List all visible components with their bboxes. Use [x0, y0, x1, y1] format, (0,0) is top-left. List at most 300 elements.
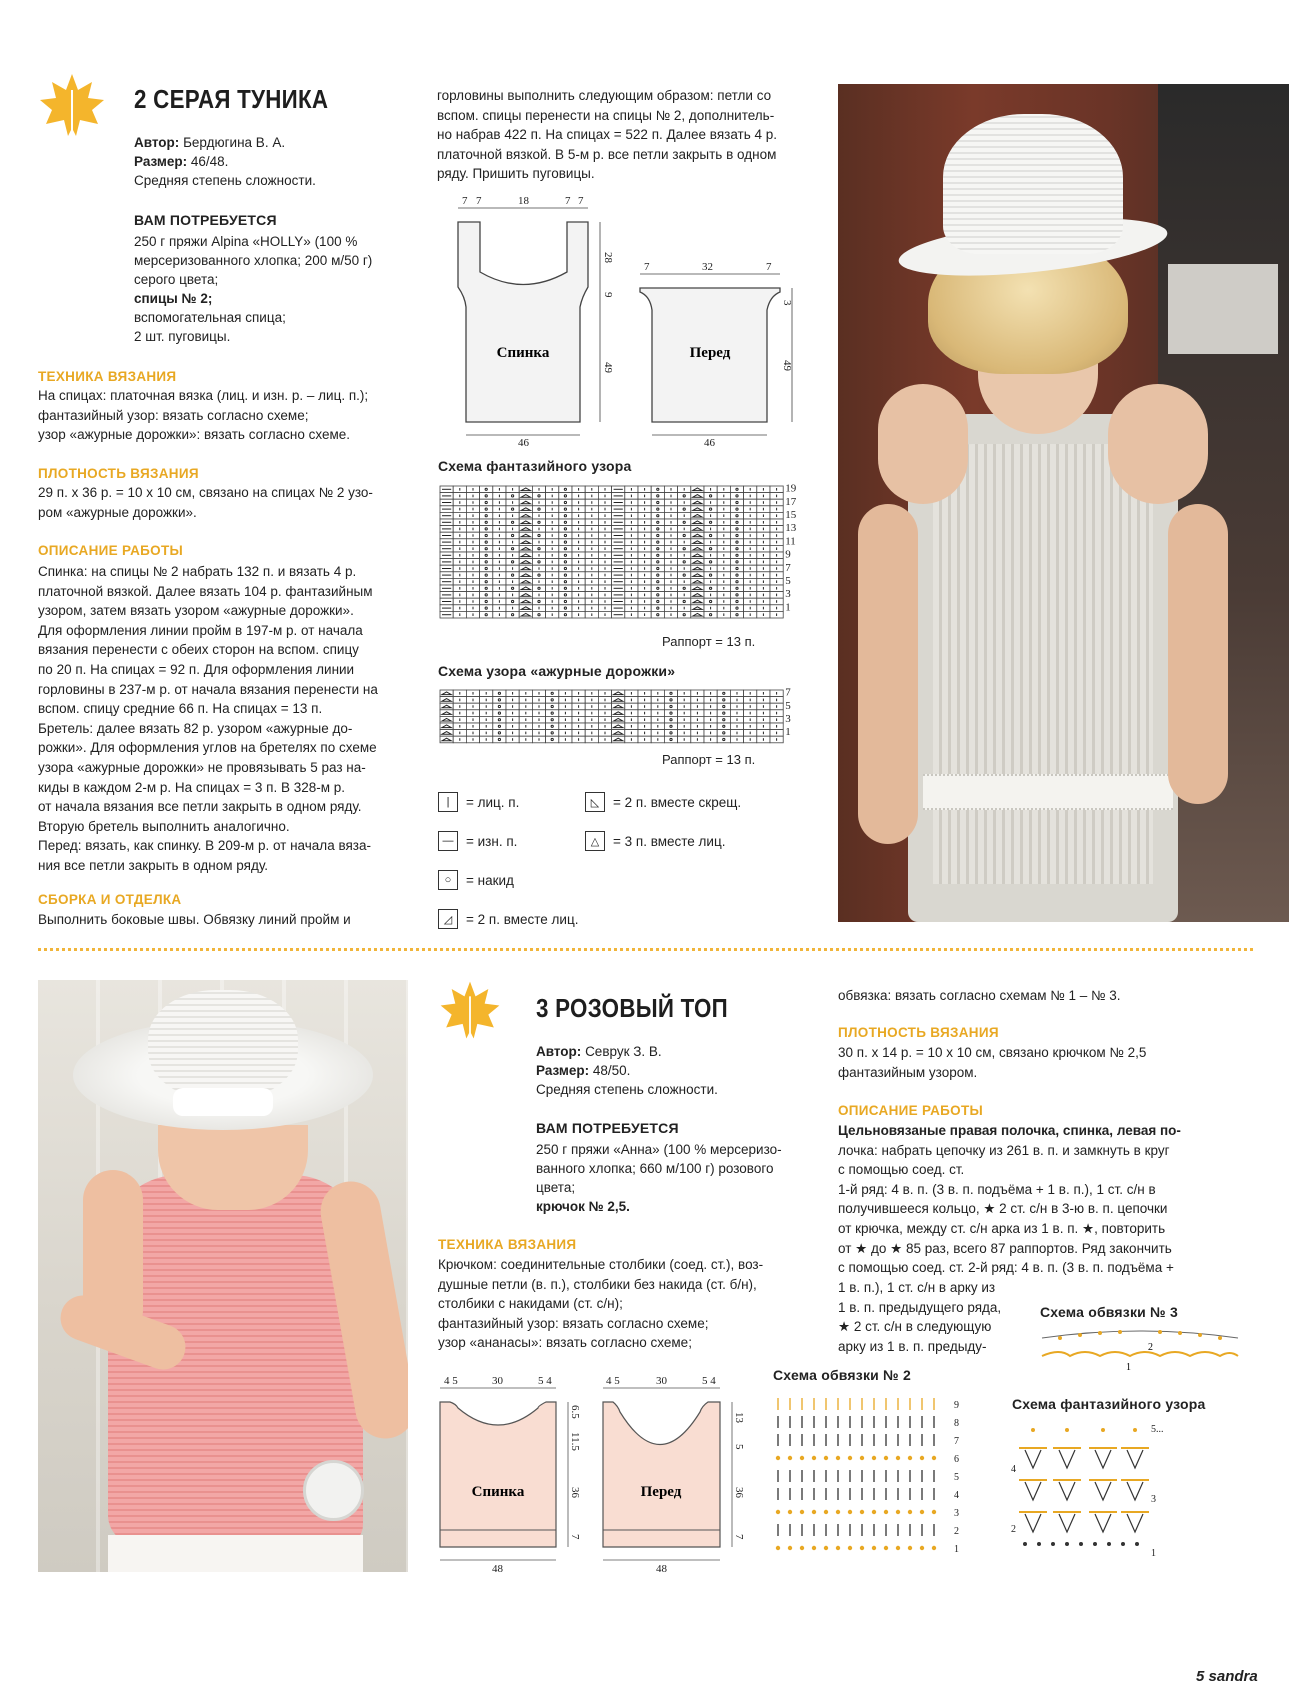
- chart-cell: [717, 605, 730, 612]
- chart-cell: [730, 526, 743, 533]
- chart-cell: [678, 559, 691, 566]
- chart-cell: [506, 532, 519, 539]
- chart-cell: [532, 710, 545, 717]
- chart-cell: [585, 592, 598, 599]
- page-number: 5: [1196, 1668, 1205, 1685]
- chart-cell: [625, 519, 638, 526]
- chart-cell: [651, 605, 664, 612]
- chart-cell: [466, 532, 479, 539]
- chart-cell: [638, 611, 651, 618]
- chain-mark: [860, 1510, 864, 1514]
- chart-cell: [585, 703, 598, 710]
- chart-cell: [691, 486, 704, 493]
- svg-text:46: 46: [704, 437, 715, 447]
- chart-cell: [664, 598, 677, 605]
- chart-cell: [480, 565, 493, 572]
- chart-cell: [730, 697, 743, 704]
- chart-cell: [744, 532, 757, 539]
- chart-cell: [440, 730, 453, 737]
- chart-cell: [466, 723, 479, 730]
- article-meta: Автор: Бердюгина В. А. Размер: 46/48. Средняя степень сложности.: [134, 135, 316, 188]
- chart-cell: [546, 716, 559, 723]
- chart-cell: [651, 572, 664, 579]
- density-text: 30 п. х 14 р. = 10 х 10 см, связано крючком № 2,5 фантазийным узором.: [838, 1045, 1147, 1080]
- chart-cell: [585, 486, 598, 493]
- svg-text:4: 4: [1011, 1464, 1016, 1475]
- chart-cell: [678, 736, 691, 743]
- chart-cell: [691, 572, 704, 579]
- chart-cell: [717, 552, 730, 559]
- chart-cell: [664, 572, 677, 579]
- chart-cell: [585, 506, 598, 513]
- chart-cell: [638, 730, 651, 737]
- chart-cell: [625, 736, 638, 743]
- chart-cell: [744, 710, 757, 717]
- chart-cell: [585, 526, 598, 533]
- chart-cell: [678, 572, 691, 579]
- svg-text:7: 7: [569, 1534, 581, 1540]
- chart-cell: [519, 716, 532, 723]
- chart-cell: [440, 552, 453, 559]
- knit-icon: |: [438, 792, 458, 812]
- chart-cell: [519, 552, 532, 559]
- chart-cell: [691, 723, 704, 730]
- chart-cell: [770, 572, 783, 579]
- row-number: 3: [785, 713, 791, 725]
- chart-cell: [638, 605, 651, 612]
- chart-cell: [664, 506, 677, 513]
- chart-cell: [440, 578, 453, 585]
- chart-cell: [625, 532, 638, 539]
- chart-cell: [493, 598, 506, 605]
- chart-cell: [691, 578, 704, 585]
- row-number: 17: [785, 495, 797, 508]
- chart-cell: [585, 539, 598, 546]
- trim-scheme-2-title: Схема обвязки № 2: [773, 1367, 911, 1383]
- chart-cell: [625, 565, 638, 572]
- chart-cell: [744, 598, 757, 605]
- legend-k3tog: △ = 3 п. вместе лиц.: [585, 831, 725, 851]
- chart-cell: [572, 506, 585, 513]
- trim-scheme-2-chart: [770, 1392, 980, 1572]
- chart-cell: [519, 526, 532, 533]
- chart-cell: [612, 598, 625, 605]
- chart-cell: [598, 526, 611, 533]
- chart-cell: [717, 519, 730, 526]
- chart-cell: [493, 716, 506, 723]
- chart-cell: [691, 545, 704, 552]
- chart-cell: [691, 512, 704, 519]
- chart-cell: [506, 605, 519, 612]
- chart-cell: [440, 572, 453, 579]
- chart-cell: [730, 611, 743, 618]
- chart-cell: [572, 605, 585, 612]
- chart-cell: [572, 697, 585, 704]
- chart-cell: [638, 565, 651, 572]
- chart-cell: [678, 539, 691, 546]
- chart-cell: [664, 552, 677, 559]
- chart-cell: [744, 716, 757, 723]
- chart-cell: [691, 519, 704, 526]
- chart-cell: [493, 578, 506, 585]
- yarn-over-icon: ○: [438, 870, 458, 890]
- svg-text:7: 7: [462, 195, 468, 207]
- chart-cell: [532, 598, 545, 605]
- svg-text:4 5: 4 5: [444, 1375, 458, 1387]
- chart-cell: [559, 493, 572, 500]
- chain-mark: [848, 1510, 852, 1514]
- chart-cell: [638, 690, 651, 697]
- chart-cell: [480, 697, 493, 704]
- chart-cell: [506, 578, 519, 585]
- chart-cell: [612, 486, 625, 493]
- trim-scheme-3-title: Схема обвязки № 3: [1040, 1304, 1178, 1320]
- chart-cell: [757, 598, 770, 605]
- legend-knit: | = лиц. п.: [438, 792, 519, 812]
- chart-cell: [664, 545, 677, 552]
- chart-cell: [440, 710, 453, 717]
- chart-cell: [730, 578, 743, 585]
- chart-cell: [770, 552, 783, 559]
- chart-cell: [559, 703, 572, 710]
- chart-cell: [466, 716, 479, 723]
- chart-cell: [453, 697, 466, 704]
- chart-cell: [506, 598, 519, 605]
- chart-cell: [651, 552, 664, 559]
- chart-cell: [440, 605, 453, 612]
- chart-cell: [440, 545, 453, 552]
- chart-cell: [651, 519, 664, 526]
- chart-cell: [480, 585, 493, 592]
- fancy-repeat: Раппорт = 13 п.: [662, 634, 756, 649]
- chart-cell: [730, 512, 743, 519]
- chart-cell: [453, 532, 466, 539]
- chart-cell: [519, 697, 532, 704]
- chart-cell: [664, 710, 677, 717]
- chart-cell: [625, 559, 638, 566]
- chart-cell: [757, 578, 770, 585]
- chart-cell: [519, 559, 532, 566]
- row-number: 11: [785, 535, 796, 548]
- chart-cell: [532, 697, 545, 704]
- chain-mark: [884, 1510, 888, 1514]
- chart-cell: [770, 592, 783, 599]
- chart-cell: [546, 578, 559, 585]
- chain-mark: [824, 1510, 828, 1514]
- tunic-photo: [838, 84, 1289, 922]
- chart-cell: [466, 506, 479, 513]
- chart-cell: [625, 545, 638, 552]
- chart-cell: [480, 703, 493, 710]
- chart-cell: [678, 592, 691, 599]
- chart-cell: [453, 519, 466, 526]
- chart-cell: [493, 526, 506, 533]
- chart-cell: [493, 730, 506, 737]
- row-number: 19: [785, 484, 797, 495]
- svg-text:48: 48: [656, 1563, 667, 1575]
- chart-cell: [664, 512, 677, 519]
- chart-cell: [704, 565, 717, 572]
- chart-cell: [664, 690, 677, 697]
- svg-text:36: 36: [733, 1487, 745, 1498]
- chart-cell: [559, 697, 572, 704]
- chart-cell: [691, 552, 704, 559]
- chart-cell: [664, 611, 677, 618]
- chart-cell: [678, 690, 691, 697]
- chart-cell: [506, 493, 519, 500]
- chart-cell: [585, 697, 598, 704]
- chart-cell: [440, 716, 453, 723]
- chart-cell: [704, 539, 717, 546]
- chart-cell: [612, 710, 625, 717]
- chart-cell: [678, 605, 691, 612]
- svg-text:5...: 5...: [1151, 1424, 1164, 1435]
- chart-cell: [678, 703, 691, 710]
- chart-cell: [770, 506, 783, 513]
- chart-cell: [466, 539, 479, 546]
- chart-cell: [480, 736, 493, 743]
- back-label: Спинка: [471, 1484, 525, 1500]
- chart-cell: [546, 592, 559, 599]
- chart-cell: [612, 506, 625, 513]
- chart-cell: [730, 598, 743, 605]
- chart-cell: [757, 565, 770, 572]
- svg-text:7: 7: [644, 261, 650, 273]
- chart-cell: [717, 559, 730, 566]
- chart-cell: [546, 723, 559, 730]
- chart-cell: [440, 519, 453, 526]
- chart-cell: [612, 697, 625, 704]
- chart-cell: [466, 578, 479, 585]
- chart-cell: [704, 605, 717, 612]
- chart-cell: [453, 493, 466, 500]
- chart-cell: [559, 723, 572, 730]
- chart-cell: [744, 493, 757, 500]
- chart-cell: [506, 697, 519, 704]
- chart-cell: [532, 716, 545, 723]
- svg-text:13: 13: [733, 1412, 745, 1423]
- chart-cell: [598, 723, 611, 730]
- chart-cell: [612, 493, 625, 500]
- chart-cell: [664, 486, 677, 493]
- chart-cell: [466, 519, 479, 526]
- svg-text:1: 1: [1126, 1362, 1131, 1373]
- article-title: 3 РОЗОВЫЙ ТОП: [536, 993, 729, 1023]
- chart-cell: [466, 565, 479, 572]
- chart-cell: [678, 730, 691, 737]
- chart-cell: [691, 703, 704, 710]
- chart-cell: [598, 592, 611, 599]
- chart-cell: [598, 493, 611, 500]
- chart-cell: [704, 736, 717, 743]
- chart-cell: [572, 565, 585, 572]
- svg-text:5 4: 5 4: [538, 1375, 552, 1387]
- legend-purl: — = изн. п.: [438, 831, 517, 851]
- chart-cell: [559, 690, 572, 697]
- chart-cell: [480, 539, 493, 546]
- chart-cell: [585, 559, 598, 566]
- chart-cell: [585, 690, 598, 697]
- chart-cell: [506, 690, 519, 697]
- crochet-fancy-chart: [1005, 1420, 1175, 1570]
- chart-cell: [678, 545, 691, 552]
- chart-cell: [480, 598, 493, 605]
- chart-cell: [598, 598, 611, 605]
- top-photo: [38, 980, 408, 1572]
- chart-cell: [466, 605, 479, 612]
- chart-cell: [625, 605, 638, 612]
- chart-cell: [612, 723, 625, 730]
- chart-cell: [651, 565, 664, 572]
- materials-heading: ВАМ ПОТРЕБУЕТСЯ: [536, 1120, 679, 1136]
- chart-cell: [638, 545, 651, 552]
- chart-cell: [559, 736, 572, 743]
- ajour-pattern-title: Схема узора «ажурные дорожки»: [438, 663, 676, 679]
- chart-cell: [480, 578, 493, 585]
- materials-heading: ВАМ ПОТРЕБУЕТСЯ: [134, 212, 277, 228]
- chart-cell: [770, 545, 783, 552]
- chart-cell: [757, 611, 770, 618]
- chart-cell: [506, 716, 519, 723]
- tunic-schematic: [440, 192, 800, 447]
- chart-cell: [532, 532, 545, 539]
- chart-cell: [506, 499, 519, 506]
- chart-cell: [757, 519, 770, 526]
- density-heading: ПЛОТНОСТЬ ВЯЗАНИЯ: [38, 466, 199, 481]
- chart-cell: [757, 526, 770, 533]
- chart-cell: [638, 723, 651, 730]
- chart-cell: [691, 611, 704, 618]
- chart-cell: [638, 532, 651, 539]
- chart-cell: [546, 703, 559, 710]
- chart-cell: [519, 506, 532, 513]
- chart-cell: [598, 532, 611, 539]
- chart-cell: [704, 545, 717, 552]
- chart-cell: [466, 690, 479, 697]
- chart-cell: [480, 545, 493, 552]
- chart-cell: [506, 539, 519, 546]
- chain-mark: [872, 1510, 876, 1514]
- chart-cell: [691, 690, 704, 697]
- chart-cell: [572, 539, 585, 546]
- technique-text: Крючком: соединительные столбики (соед. ст.), воз- душные петли (в. п.), столбики без накида (ст. б/н), столбики с накидами (ст. с/н); фантазийный узор: вязать согласно схеме; узор «ананасы»: вязать согласно схеме;: [438, 1257, 764, 1351]
- chart-cell: [493, 559, 506, 566]
- chart-cell: [506, 486, 519, 493]
- chart-cell: [546, 598, 559, 605]
- chart-cell: [466, 545, 479, 552]
- chart-cell: [704, 598, 717, 605]
- chart-cell: [691, 736, 704, 743]
- chart-cell: [625, 710, 638, 717]
- chart-cell: [453, 559, 466, 566]
- chart-cell: [559, 506, 572, 513]
- chart-cell: [532, 559, 545, 566]
- chart-cell: [770, 526, 783, 533]
- chart-cell: [519, 499, 532, 506]
- svg-text:30: 30: [656, 1375, 667, 1387]
- chart-cell: [585, 611, 598, 618]
- chart-cell: [757, 585, 770, 592]
- chart-cell: [717, 592, 730, 599]
- chart-cell: [730, 565, 743, 572]
- chart-cell: [717, 578, 730, 585]
- chart-cell: [638, 486, 651, 493]
- chart-cell: [598, 730, 611, 737]
- svg-text:5: 5: [733, 1444, 745, 1450]
- chart-cell: [493, 565, 506, 572]
- chart-cell: [651, 493, 664, 500]
- chart-cell: [506, 512, 519, 519]
- chart-cell: [493, 697, 506, 704]
- chart-cell: [717, 565, 730, 572]
- chart-cell: [691, 565, 704, 572]
- chart-cell: [440, 592, 453, 599]
- technique-heading: ТЕХНИКА ВЯЗАНИЯ: [38, 369, 177, 384]
- chain-mark: [932, 1510, 936, 1514]
- chart-cell: [585, 499, 598, 506]
- chart-cell: [730, 532, 743, 539]
- chart-cell: [598, 736, 611, 743]
- chart-cell: [598, 565, 611, 572]
- chart-cell: [691, 605, 704, 612]
- chart-cell: [691, 716, 704, 723]
- chart-cell: [704, 512, 717, 519]
- chain-mark: [860, 1546, 864, 1550]
- chart-cell: [480, 519, 493, 526]
- chart-cell: [572, 690, 585, 697]
- chart-cell: [704, 526, 717, 533]
- chart-cell: [730, 585, 743, 592]
- chart-cell: [717, 539, 730, 546]
- chart-cell: [691, 539, 704, 546]
- chart-cell: [546, 559, 559, 566]
- chart-cell: [757, 723, 770, 730]
- chart-cell: [559, 710, 572, 717]
- chart-cell: [757, 730, 770, 737]
- svg-text:3: 3: [781, 300, 793, 306]
- chart-cell: [744, 519, 757, 526]
- chart-cell: [598, 703, 611, 710]
- chart-cell: [691, 559, 704, 566]
- chain-mark: [836, 1456, 840, 1460]
- chain-mark: [824, 1456, 828, 1460]
- chart-cell: [598, 539, 611, 546]
- chart-cell: [651, 697, 664, 704]
- chart-cell: [546, 512, 559, 519]
- chart-cell: [612, 545, 625, 552]
- chart-cell: [546, 545, 559, 552]
- chart-cell: [730, 716, 743, 723]
- chart-cell: [691, 532, 704, 539]
- chart-cell: [453, 572, 466, 579]
- chart-cell: [519, 703, 532, 710]
- chart-cell: [493, 545, 506, 552]
- chart-cell: [625, 506, 638, 513]
- chart-cell: [744, 552, 757, 559]
- chart-cell: [585, 493, 598, 500]
- chart-cell: [598, 697, 611, 704]
- chart-cell: [770, 578, 783, 585]
- chart-cell: [585, 519, 598, 526]
- chart-cell: [664, 559, 677, 566]
- row-number: 5: [785, 575, 791, 587]
- chart-cell: [651, 578, 664, 585]
- chart-cell: [598, 605, 611, 612]
- chart-cell: [730, 499, 743, 506]
- chart-cell: [572, 545, 585, 552]
- chart-cell: [664, 605, 677, 612]
- chart-cell: [519, 611, 532, 618]
